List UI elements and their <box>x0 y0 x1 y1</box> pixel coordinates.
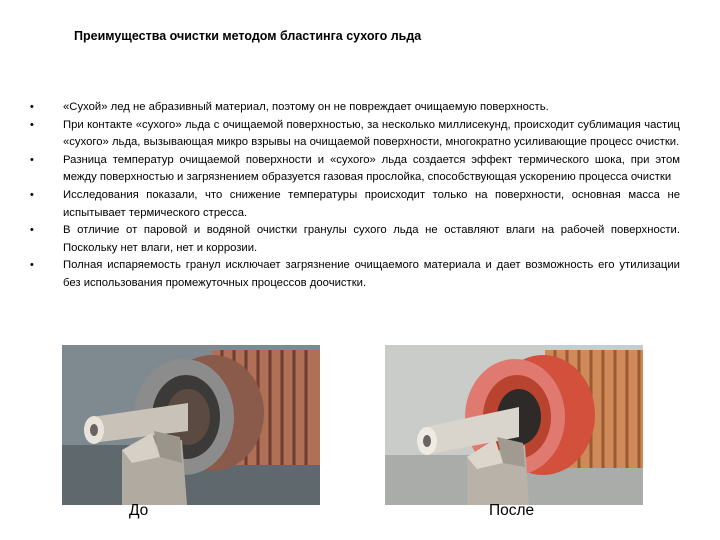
after-caption: После <box>489 502 535 519</box>
bullet-marker: • <box>30 118 34 131</box>
before-photo <box>62 345 320 505</box>
list-item <box>30 222 680 257</box>
advantages-list <box>30 99 680 293</box>
before-caption: До <box>129 502 149 519</box>
page-title: Преимущества очистки методом бластинга сухого льда <box>74 29 422 43</box>
list-item-text: Исследования показали, что снижение температуры происходит только на поверхности, основная масса не испытывает термического стресса. <box>63 188 680 219</box>
bullet-marker: • <box>30 188 34 201</box>
bullet-marker: • <box>30 224 34 237</box>
list-item-text: При контакте «сухого» льда с очищаемой поверхностью, за несколько миллисекунд, происходит сублимация частиц «сухого» льда, вызывающая микро взрывы на очищаемой поверхности, многократно усиливающие процесс очистки. <box>63 118 680 149</box>
after-photo <box>385 345 643 505</box>
list-item <box>30 99 680 117</box>
list-item-text: В отличие от паровой и водяной очистки гранулы сухого льда не оставляют влаги на рабочей поверхности. Поскольку нет влаги, нет и коррозии. <box>63 224 680 254</box>
list-item <box>30 152 680 187</box>
list-item-text: Разница температур очищаемой поверхности и «сухого» льда создается эффект термического шока, при этом между поверхностью и загрязнением образуется газовая прослойка, способствующая ускорению процесса очистки <box>63 153 680 184</box>
list-item <box>30 117 680 152</box>
list-item <box>30 187 680 222</box>
bullet-marker: • <box>30 153 34 166</box>
bullet-marker: • <box>30 101 34 113</box>
list-item <box>30 257 680 292</box>
bullet-marker: • <box>30 259 34 272</box>
list-item-text: Полная испаряемость гранул исключает загрязнение очищаемого материала и дает возможность его утилизации без использования промежуточных процессов доочистки. <box>63 259 680 289</box>
list-item-text: «Сухой» лед не абразивный материал, поэтому он не повреждает очищаемую поверхность. <box>63 101 549 113</box>
